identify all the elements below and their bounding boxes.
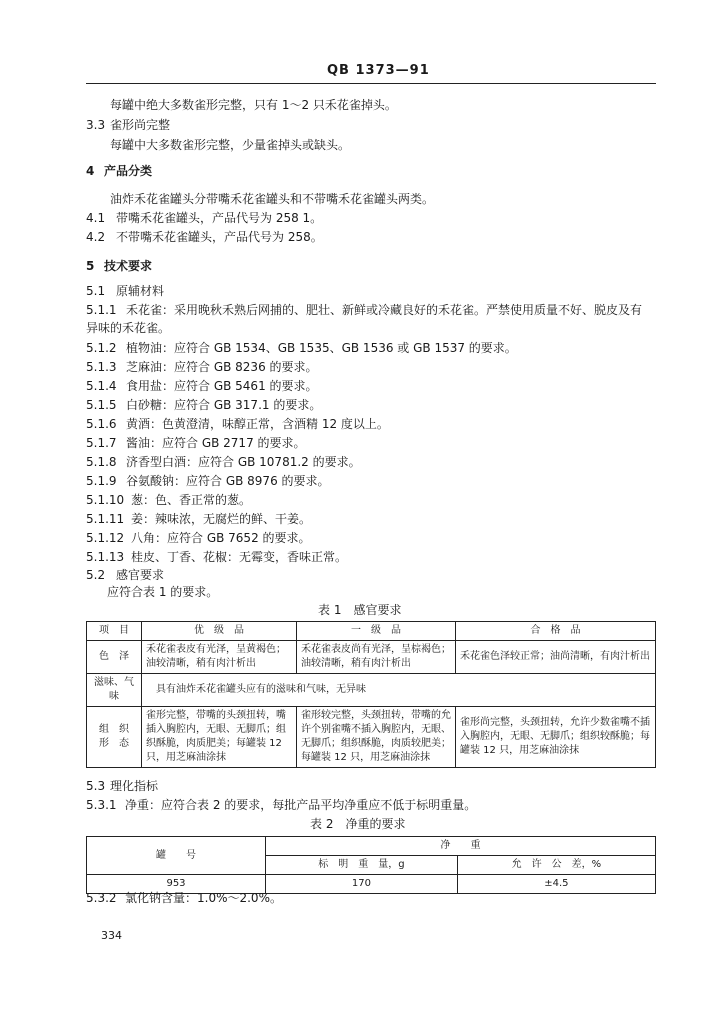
table-cell: ±4.5 [457, 875, 655, 894]
table-header-cell: 合 格 品 [456, 622, 656, 641]
table-header-cell: 项 目 [87, 622, 142, 641]
clause-number: 5.1.13 [86, 550, 125, 564]
clause-4-1-text: 带嘴禾花雀罐头，产品代号为 258 1。 [116, 211, 323, 225]
clause-number: 5.1.6 [86, 417, 117, 431]
table-cell: 雀形尚完整，头颈扭转，允许少数雀嘴不插入胸腔内，无眼、无脚爪；组织较酥脆；每罐装 12 只，用芝麻油涂抹 [456, 707, 656, 768]
sensory-requirements-table [86, 621, 656, 768]
section-4-text: 油炸禾花雀罐头分带嘴禾花雀罐头和不带嘴禾花雀罐头两类。 [110, 192, 435, 206]
standard-number-header: QB 1373—91 [327, 63, 430, 78]
clause-number: 5.1.9 [86, 474, 117, 488]
clause-text: 谷氨酸钠：应符合 GB 8976 的要求。 [126, 474, 330, 488]
clause-text: 芝麻油：应符合 GB 8236 的要求。 [126, 360, 318, 374]
clause-text: 八角：应符合 GB 7652 的要求。 [131, 531, 311, 545]
clause-5-2-number: 5.2 [86, 568, 106, 582]
clause-text: 葱：色、香正常的葱。 [131, 493, 252, 507]
clause-text: 酱油：应符合 GB 2717 的要求。 [126, 436, 306, 450]
clause-text: 黄酒：色黄澄清，味醇正常，含酒精 12 度以上。 [126, 417, 389, 431]
clause-3-2-text: 每罐中绝大多数雀形完整，只有 1～2 只禾花雀掉头。 [110, 98, 397, 112]
row-label-taste: 滋味、气味 [87, 674, 142, 707]
clause-5-3-title: 理化指标 [110, 779, 159, 793]
clause-5-1-1-text-cont: 异味的禾花雀。 [86, 321, 171, 335]
clause-text: 桂皮、丁香、花椒：无霉变，香味正常。 [131, 550, 348, 564]
clause-3-3-title: 雀形尚完整 [110, 118, 171, 132]
table-cell: 953 [87, 875, 266, 894]
section-4-number: 4 [86, 164, 95, 178]
table-2-caption: 表 2 净重的要求 [310, 817, 406, 831]
table-cell: 禾花雀表皮尚有光泽，呈棕褐色；油较清晰，稍有肉汁析出 [297, 641, 456, 674]
table-cell: 雀形完整，带嘴的头颈扭转，嘴插入胸腔内，无眼、无脚爪；组织酥脆，肉质肥美；每罐装 12 只，用芝麻油涂抹 [142, 707, 297, 768]
clause-text: 济香型白酒：应符合 GB 10781.2 的要求。 [126, 455, 361, 469]
clause-5-3-2-text: 氯化钠含量：1.0%～2.0%。 [125, 891, 282, 905]
clause-number: 5.1.5 [86, 398, 117, 412]
clause-number: 5.1.7 [86, 436, 117, 450]
table-cell: 具有油炸禾花雀罐头应有的滋味和气味，无异味 [142, 674, 656, 707]
clause-5-2-title: 感官要求 [116, 568, 165, 582]
table-row [87, 674, 656, 707]
clause-text: 植物油：应符合 GB 1534、GB 1535、GB 1536 或 GB 1537 的要求。 [126, 341, 517, 355]
table-1-caption: 表 1 感官要求 [318, 603, 402, 617]
clause-4-2-text: 不带嘴禾花雀罐头，产品代号为 258。 [116, 230, 323, 244]
clause-number: 5.1.12 [86, 531, 125, 545]
clause-number: 5.1.2 [86, 341, 117, 355]
clause-number: 5.1.11 [86, 512, 125, 526]
clause-4-2-number: 4.2 [86, 230, 106, 244]
clause-number: 5.1.3 [86, 360, 117, 374]
table-cell: 雀形较完整，头颈扭转，带嘴的允许个别雀嘴不插入胸腔内，无眼、无脚爪；组织酥脆，肉质较肥美；每罐装 12 只，用芝麻油涂抹 [297, 707, 456, 768]
page-number: 334 [101, 929, 122, 942]
table-header-row [87, 837, 656, 856]
table-cell: 禾花雀色泽较正常；油尚清晰，有肉汁析出 [456, 641, 656, 674]
table-row [87, 707, 656, 768]
table-header-cell: 标 明 重 量，g [266, 856, 458, 875]
clause-5-1-1-number: 5.1.1 [86, 303, 117, 317]
table-header-cell: 罐 号 [87, 837, 266, 875]
row-label-form: 组 织 形 态 [87, 707, 142, 768]
clause-number: 5.1.10 [86, 493, 125, 507]
table-cell: 170 [266, 875, 458, 894]
table-header-cell: 优 级 品 [142, 622, 297, 641]
section-5-title: 技术要求 [104, 259, 153, 273]
clause-text: 白砂糖：应符合 GB 317.1 的要求。 [126, 398, 322, 412]
clause-5-1-number: 5.1 [86, 284, 106, 298]
table-header-cell: 净 重 [266, 837, 656, 856]
clause-3-3-text: 每罐中大多数雀形完整，少量雀掉头或缺头。 [110, 138, 351, 152]
clause-5-3-2-number: 5.3.2 [86, 891, 117, 905]
clause-5-1-title: 原辅材料 [116, 284, 165, 298]
section-4-title: 产品分类 [104, 164, 153, 178]
clause-3-3-number: 3.3 [86, 118, 106, 132]
net-weight-table [86, 836, 656, 894]
table-cell: 禾花雀表皮有光泽，呈黄褐色；油较清晰，稍有肉汁析出 [142, 641, 297, 674]
clause-4-1-number: 4.1 [86, 211, 106, 225]
header-rule [86, 83, 656, 84]
clause-text: 食用盐：应符合 GB 5461 的要求。 [126, 379, 318, 393]
table-header-row [87, 622, 656, 641]
clause-5-3-1-text: 净重：应符合表 2 的要求，每批产品平均净重应不低于标明重量。 [125, 798, 477, 812]
clause-5-2-text: 应符合表 1 的要求。 [107, 585, 219, 599]
clause-5-3-1-number: 5.3.1 [86, 798, 117, 812]
clause-number: 5.1.8 [86, 455, 117, 469]
row-label-color: 色 泽 [87, 641, 142, 674]
table-row [87, 641, 656, 674]
clause-5-1-1-text: 禾花雀：采用晚秋禾熟后网捕的、肥壮、新鲜或冷藏良好的禾花雀。严禁使用质量不好、脱皮及有 [126, 303, 643, 317]
section-5-number: 5 [86, 259, 95, 273]
clause-number: 5.1.4 [86, 379, 117, 393]
clause-5-3-number: 5.3 [86, 779, 106, 793]
table-header-cell: 允 许 公 差，% [457, 856, 655, 875]
table-header-cell: 一 级 品 [297, 622, 456, 641]
clause-text: 姜：辣味浓，无腐烂的鲜、干姜。 [131, 512, 312, 526]
